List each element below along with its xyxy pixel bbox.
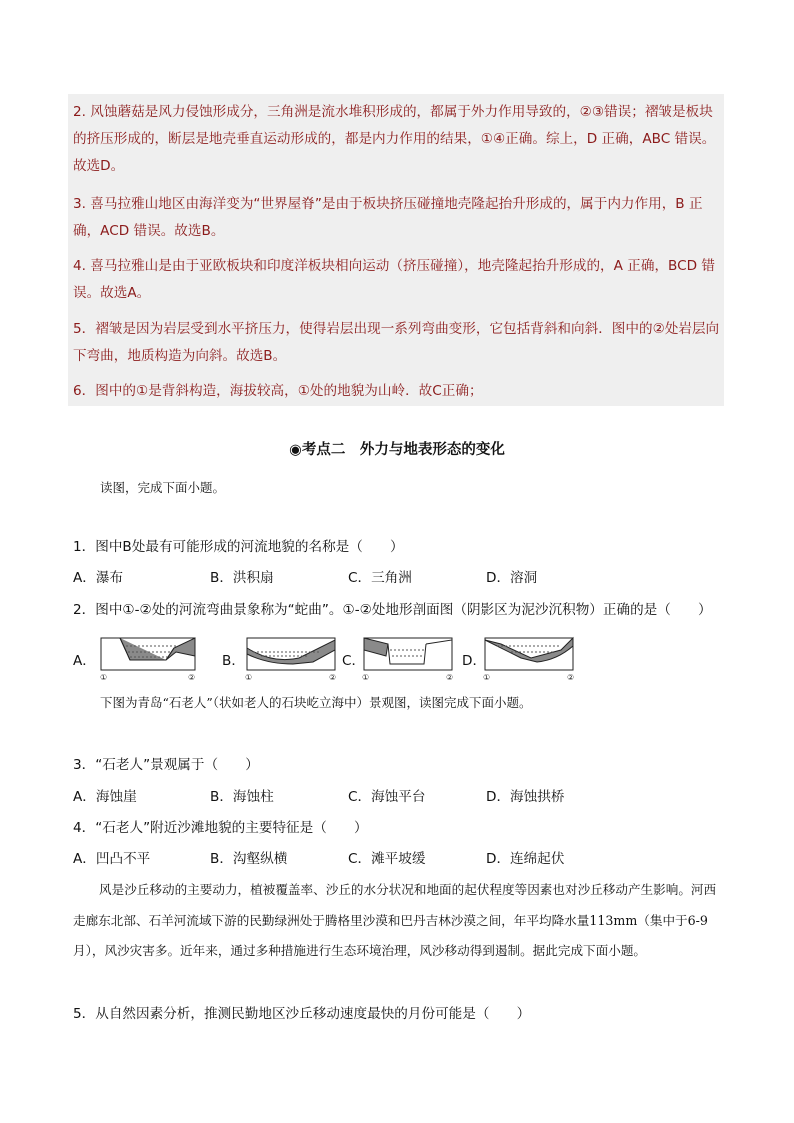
q2-a-mark-1: ① — [100, 673, 108, 682]
q3-option-d[interactable]: D．海蚀拱桥 — [486, 789, 565, 805]
q1-option-a[interactable]: A．瀑布 — [73, 570, 124, 586]
q2-profile-c[interactable] — [360, 636, 456, 682]
q2-b-mark-2: ② — [329, 673, 337, 682]
question-3-stem: 3．“石老人”景观属于（ ） — [73, 757, 259, 773]
q2-b-mark-1: ① — [245, 673, 253, 682]
intro-text-2: 下图为青岛“石老人”（状如老人的石块屹立海中）景观图，读图完成下面小题。 — [100, 695, 532, 710]
q4-option-b[interactable]: B．沟壑纵横 — [210, 851, 288, 867]
q1-option-c[interactable]: C．三角洲 — [348, 570, 412, 586]
q2-c-mark-2: ② — [446, 673, 454, 682]
q2-profile-b[interactable] — [243, 636, 339, 682]
q4-option-c[interactable]: C．滩平坡缓 — [348, 851, 426, 867]
q2-d-mark-2: ② — [567, 673, 575, 682]
q2-profile-a[interactable] — [96, 636, 200, 682]
answer-2: 2. 风蚀蘑菇是风力侵蚀形成分，三角洲是流水堆积形成的，都属于外力作用导致的，②③错误；褶皱是板块的挤压形成的，断层是地壳垂直运动形成的，都是内力作用的结果，①④正确。综上，D 正确，ABC 错误。故选D。 — [73, 104, 716, 174]
question-5-stem: 5．从自然因素分析，推测民勤地区沙丘移动速度最快的月份可能是（ ） — [73, 1006, 531, 1022]
answer-6: 6．图中的①是背斜构造，海拔较高，①处的地貌为山岭．故C正确； — [73, 383, 483, 399]
q4-option-a[interactable]: A．凹凸不平 — [73, 851, 151, 867]
q2-a-mark-2: ② — [188, 673, 196, 682]
q2-option-b-label[interactable]: B． — [222, 653, 245, 669]
q2-d-mark-1: ① — [483, 673, 491, 682]
q1-option-b[interactable]: B．洪积扇 — [210, 570, 274, 586]
q2-option-a-label[interactable]: A． — [73, 653, 96, 669]
question-4-stem: 4．“石老人”附近沙滩地貌的主要特征是（ ） — [73, 820, 368, 836]
answer-4: 4. 喜马拉雅山是由于亚欧板块和印度洋板块相向运动（挤压碰撞），地壳隆起抬升形成的，A 正确，BCD 错误。故选A。 — [73, 258, 716, 301]
q3-option-b[interactable]: B．海蚀柱 — [210, 789, 274, 805]
q3-option-c[interactable]: C．海蚀平台 — [348, 789, 426, 805]
material-paragraph: 风是沙丘移动的主要动力，植被覆盖率、沙丘的水分状况和地面的起伏程度等因素也对沙丘移动产生影响。河西走廊东北部、石羊河流域下游的民勤绿洲处于腾格里沙漠和巴丹吉林沙漠之间，年平均降水量113mm（集中于6-9月），风沙灾害多。近年来，通过多种措施进行生态环境治理，风沙移动得到遏制。据此完成下面小题。 — [73, 882, 717, 958]
q3-option-a[interactable]: A．海蚀崖 — [73, 789, 137, 805]
q2-option-c-label[interactable]: C． — [342, 653, 366, 669]
q2-c-mark-1: ① — [362, 673, 370, 682]
question-1-stem: 1．图中B处最有可能形成的河流地貌的名称是（ ） — [73, 539, 404, 555]
section-title: ◉考点二 外力与地表形态的变化 — [289, 442, 505, 458]
q1-option-d[interactable]: D．溶洞 — [486, 570, 538, 586]
answer-3: 3. 喜马拉雅山地区由海洋变为“世界屋脊”是由于板块挤压碰撞地壳隆起抬升形成的，属于内力作用，B 正确，ACD 错误。故选B。 — [73, 196, 703, 239]
question-2-stem: 2．图中①-②处的河流弯曲景象称为“蛇曲”。①-②处地形剖面图（阴影区为泥沙沉积物）正确的是（ ） — [73, 602, 712, 618]
q2-profile-d[interactable] — [481, 636, 577, 682]
answer-5: 5．褶皱是因为岩层受到水平挤压力，使得岩层出现一系列弯曲变形，它包括背斜和向斜．图中的②处岩层向下弯曲，地质构造为向斜。故选B。 — [73, 321, 720, 364]
intro-text-1: 读图，完成下面小题。 — [100, 480, 226, 495]
q2-option-d-label[interactable]: D． — [462, 653, 487, 669]
q4-option-d[interactable]: D．连绵起伏 — [486, 851, 565, 867]
